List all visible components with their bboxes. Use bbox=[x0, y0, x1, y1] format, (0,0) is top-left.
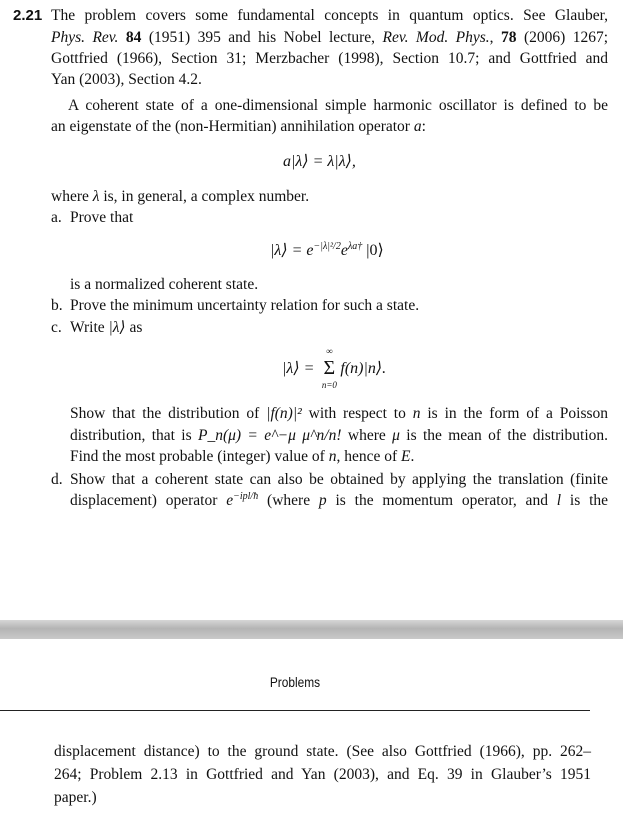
intro-line-3: Gottfried (1966), Section 31; Merzbacher (1998), Section 10.7; and Gottfried and bbox=[51, 50, 608, 67]
page-break-separator bbox=[0, 620, 623, 639]
poisson-formula: P_n(μ) = e^−μ μ^n/n! bbox=[198, 427, 342, 444]
eq2-right: |0⟩ bbox=[366, 242, 384, 259]
part-d-text-4: is the bbox=[569, 492, 609, 509]
eq3-left: |λ⟩ = bbox=[282, 360, 315, 377]
lambda-var: λ bbox=[92, 188, 100, 205]
problem-number: 2.21 bbox=[13, 7, 43, 24]
volume-84: 84 bbox=[125, 29, 142, 46]
show-text-3: is in the form of a Poisson bbox=[427, 405, 609, 422]
journal-rev-mod-phys: Rev. Mod. Phys. bbox=[382, 29, 490, 46]
part-d-line-2 bbox=[70, 490, 608, 512]
definition-colon: : bbox=[421, 118, 426, 135]
l-var: l bbox=[556, 492, 562, 509]
sum-upper-limit: ∞ bbox=[326, 346, 333, 357]
show-text-5: where bbox=[347, 427, 386, 444]
continuation-line-2: 264; Problem 2.13 in Gottfried and Yan (2003), and Eq. 39 in Glauber’s 1951 bbox=[54, 766, 591, 783]
part-d-text-3: is the momentum operator, and bbox=[335, 492, 548, 509]
where-line bbox=[51, 186, 309, 208]
n-var: n bbox=[412, 405, 421, 422]
p-var: p bbox=[318, 492, 327, 509]
part-c-write: Write bbox=[70, 319, 105, 336]
part-a-text: Prove that bbox=[70, 209, 134, 226]
eq2-mid: e bbox=[340, 242, 348, 259]
where-text: where bbox=[51, 188, 89, 205]
eq2-left: |λ⟩ = e bbox=[270, 242, 314, 259]
part-d-line-1: Show that a coherent state can also be obtained by applying the translation (finite bbox=[70, 471, 608, 488]
eq2-exponent-1: −|λ|²/2 bbox=[313, 241, 341, 252]
volume-78: 78 bbox=[500, 29, 517, 46]
definition-text: an eigenstate of the (non-Hermitian) annihilation operator bbox=[51, 118, 410, 135]
show-text-4: distribution, that is bbox=[70, 427, 192, 444]
intro-line-2: Phys. Rev. 84 (1951) 395 and his Nobel lecture, Rev. Mod. Phys., 78 (2006) 1267; bbox=[51, 29, 609, 46]
intro-line-2-tail: (2006) 1267; bbox=[523, 29, 609, 46]
part-c-show-line-2 bbox=[70, 425, 608, 447]
mu-var: μ bbox=[392, 427, 400, 444]
energy-var: E bbox=[401, 448, 411, 465]
show-text-1: Show that the distribution of bbox=[70, 405, 260, 422]
n-var-2: n bbox=[328, 448, 337, 465]
part-b-text: Prove the minimum uncertainty relation for such a state. bbox=[70, 297, 420, 314]
f-squared: |f(n)|² bbox=[266, 405, 302, 422]
part-c-text bbox=[70, 317, 142, 339]
where-rest: is, in general, a complex number. bbox=[103, 188, 310, 205]
continuation-line-1: displacement distance) to the ground state. (See also Gottfried (1966), pp. 262– bbox=[54, 743, 591, 760]
intro-line-1: The problem covers some fundamental concepts in quantum optics. See Glauber, bbox=[51, 7, 608, 24]
show-text-2: with respect to bbox=[308, 405, 406, 422]
eq2-exponent-2: λa† bbox=[347, 241, 363, 252]
part-d-label: d. bbox=[51, 471, 63, 488]
part-c-show-line-3 bbox=[70, 446, 414, 468]
journal-phys-rev: Phys. Rev. bbox=[51, 29, 119, 46]
running-header: Problems bbox=[269, 674, 321, 690]
part-b-label: b. bbox=[51, 297, 63, 314]
definition-line-1: A coherent state of a one-dimensional simple harmonic oscillator is defined to be bbox=[68, 97, 608, 114]
definition-line-2 bbox=[51, 116, 426, 138]
continuation-line-3: paper.) bbox=[54, 789, 97, 806]
sum-lower-limit: n=0 bbox=[321, 380, 337, 391]
part-c-show-line-1 bbox=[70, 403, 608, 425]
equation-expansion bbox=[282, 346, 387, 391]
sigma: Σ bbox=[323, 357, 336, 380]
translation-operator bbox=[226, 492, 258, 509]
operator-exponent: −ipl/ħ bbox=[233, 491, 259, 502]
part-c-as: as bbox=[129, 319, 143, 336]
eq3-right: f(n)|n⟩. bbox=[340, 360, 387, 377]
part-c-ket: |λ⟩ bbox=[108, 319, 126, 336]
intro-line-2-text: (1951) 395 and his Nobel lecture, bbox=[148, 29, 376, 46]
show-text-9: . bbox=[410, 448, 415, 465]
summation-symbol bbox=[318, 346, 340, 391]
intro-line-4: Yan (2003), Section 4.2. bbox=[51, 71, 202, 88]
part-d-text-2: (where bbox=[267, 492, 311, 509]
part-d-text-1: displacement) operator bbox=[70, 492, 218, 509]
equation-eigenstate: a|λ⟩ = λ|λ⟩, bbox=[283, 153, 356, 170]
operator-e: e bbox=[226, 492, 234, 509]
annihilation-operator: a bbox=[413, 118, 422, 135]
header-rule bbox=[0, 710, 590, 711]
part-c-label: c. bbox=[51, 319, 62, 336]
part-a-label: a. bbox=[51, 209, 62, 226]
show-text-6: is the mean of the distribution. bbox=[406, 427, 609, 444]
show-text-7: Find the most probable (integer) value of bbox=[70, 448, 325, 465]
part-a-after: is a normalized coherent state. bbox=[70, 276, 259, 293]
equation-coherent-state bbox=[270, 240, 384, 262]
show-text-8: , hence of bbox=[336, 448, 398, 465]
